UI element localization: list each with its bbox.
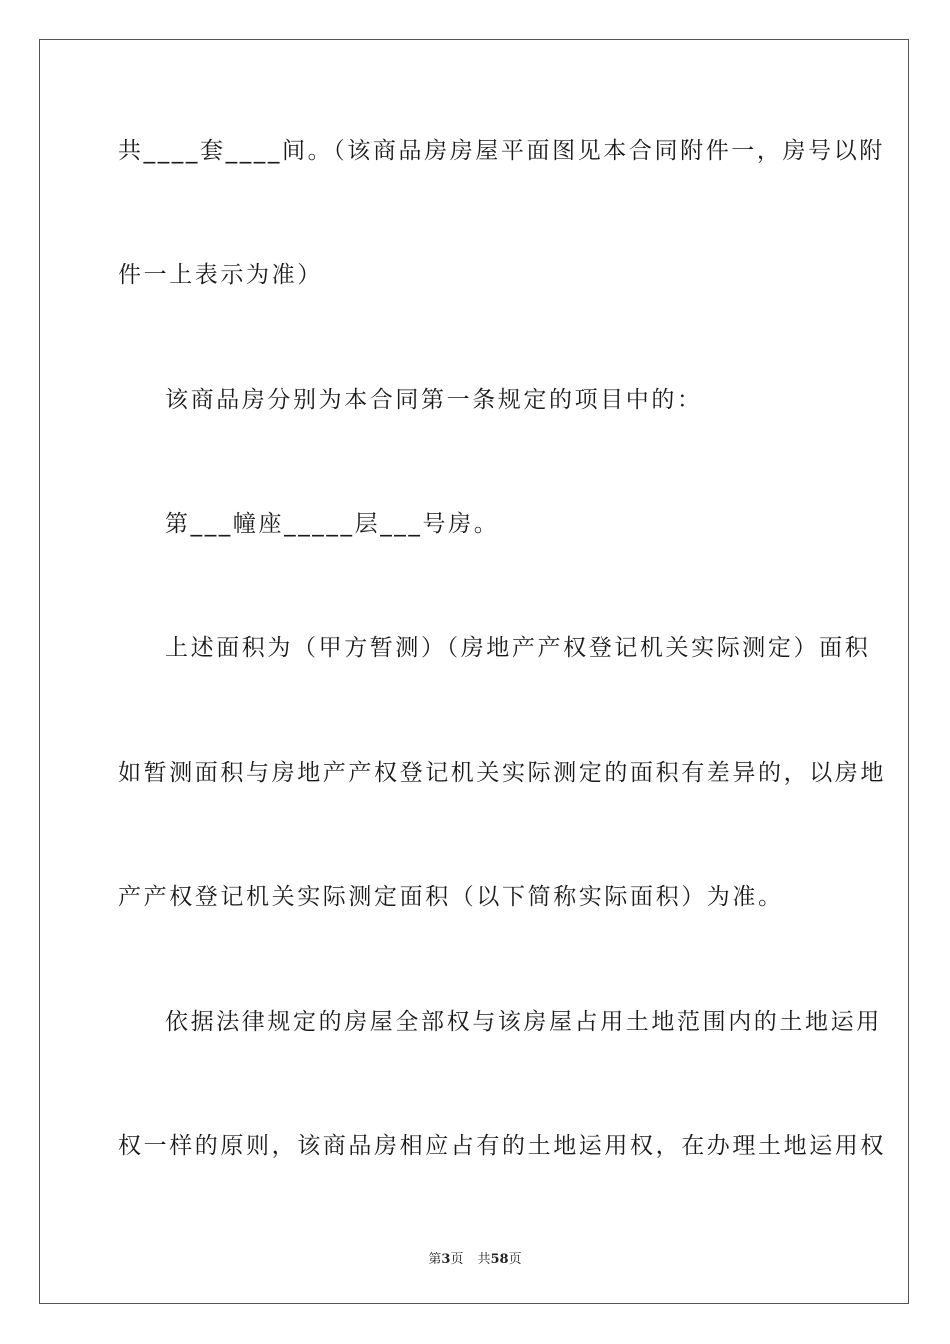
paragraph-line: 依据法律规定的房屋全部权与该房屋占用土地范围内的土地运用 (165, 1009, 882, 1035)
page-number: 3 (441, 1252, 451, 1267)
paragraph-line: 该商品房分别为本合同第一条规定的项目中的： (165, 387, 703, 413)
total-pages: 58 (490, 1252, 509, 1267)
total-suffix: 页 (508, 1252, 522, 1267)
page-footer (0, 1248, 950, 1267)
paragraph-line: 共____套____间。（该商品房房屋平面图见本合同附件一，房号以附 (118, 138, 885, 164)
page-prefix: 第 (428, 1252, 442, 1267)
paragraph-line: 产产权登记机关实际测定面积（以下简称实际面积）为准。 (118, 884, 784, 910)
total-prefix: 共 (477, 1252, 491, 1267)
paragraph-line: 第___幢座_____层___号房。 (165, 511, 500, 537)
paragraph-line: 件一上表示为准） (118, 262, 323, 288)
paragraph-line: 上述面积为（甲方暂测）（房地产产权登记机关实际测定）面积 (165, 635, 871, 661)
paragraph-line: 权一样的原则，该商品房相应占有的土地运用权，在办理土地运用权 (118, 1133, 886, 1159)
page-border (39, 39, 909, 1304)
page-suffix: 页 (450, 1252, 464, 1267)
paragraph-line: 如暂测面积与房地产产权登记机关实际测定的面积有差异的，以房地 (118, 760, 886, 786)
